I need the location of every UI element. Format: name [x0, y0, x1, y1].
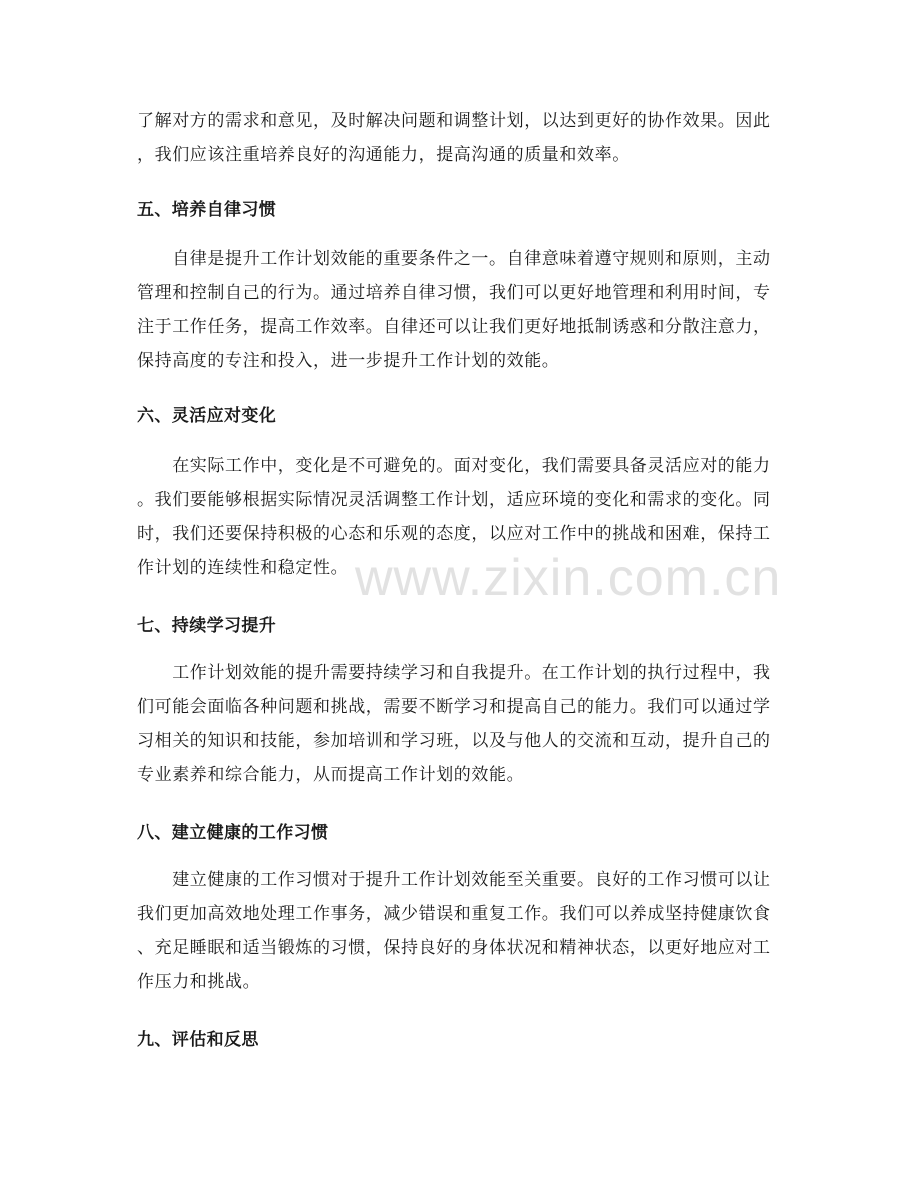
section-heading-6: 六、灵活应对变化	[137, 406, 277, 426]
section-body-7: 工作计划效能的提升需要持续学习和自我提升。在工作计划的执行过程中，我 们可能会面临各种问题和挑战，需要不断学习和提高自己的能力。我们可以通过学 习相关的知识和技能，参加培训和学习班，以及与他人的交流和互动，提升自己的 专业素养和综合能力，从而提高工作计划的效能。	[137, 663, 771, 785]
watermark: www.zixin.com.cn	[355, 549, 782, 607]
section-heading-5: 五、培养自律习惯	[137, 200, 277, 220]
intro-paragraph: 了解对方的需求和意见，及时解决问题和调整计划，以达到更好的协作效果。因此 ，我们应该注重培养良好的沟通能力，提高沟通的质量和效率。	[137, 111, 771, 165]
section-body-6: 在实际工作中，变化是不可避免的。面对变化，我们需要具备灵活应对的能力 。我们要能够根据实际情况灵活调整工作计划，适应环境的变化和需求的变化。同 时，我们还要保持积极的心态和乐观的态度，以应对工作中的挑战和困难，保持工 作计划的连续性和稳定性。	[137, 456, 771, 578]
section-body-5: 自律是提升工作计划效能的重要条件之一。自律意味着遵守规则和原则，主动 管理和控制自己的行为。通过培养自律习惯，我们可以更好地管理和利用时间，专 注于工作任务，提高工作效率。自律还可以让我们更好地抵制诱惑和分散注意力， 保持高度的专注和投入，进一步提升工作计划的效能。	[137, 249, 771, 371]
section-body-8: 建立健康的工作习惯对于提升工作计划效能至关重要。良好的工作习惯可以让 我们更加高效地处理工作事务，减少错误和重复工作。我们可以养成坚持健康饮食 、充足睡眠和适当锻炼的习惯，保持良好的身体状况和精神状态，以更好地应对工 作压力和挑战。	[137, 870, 771, 992]
section-heading-9: 九、评估和反思	[137, 1030, 259, 1050]
section-heading-8: 八、建立健康的工作习惯	[137, 823, 329, 843]
section-heading-7: 七、持续学习提升	[137, 616, 277, 636]
